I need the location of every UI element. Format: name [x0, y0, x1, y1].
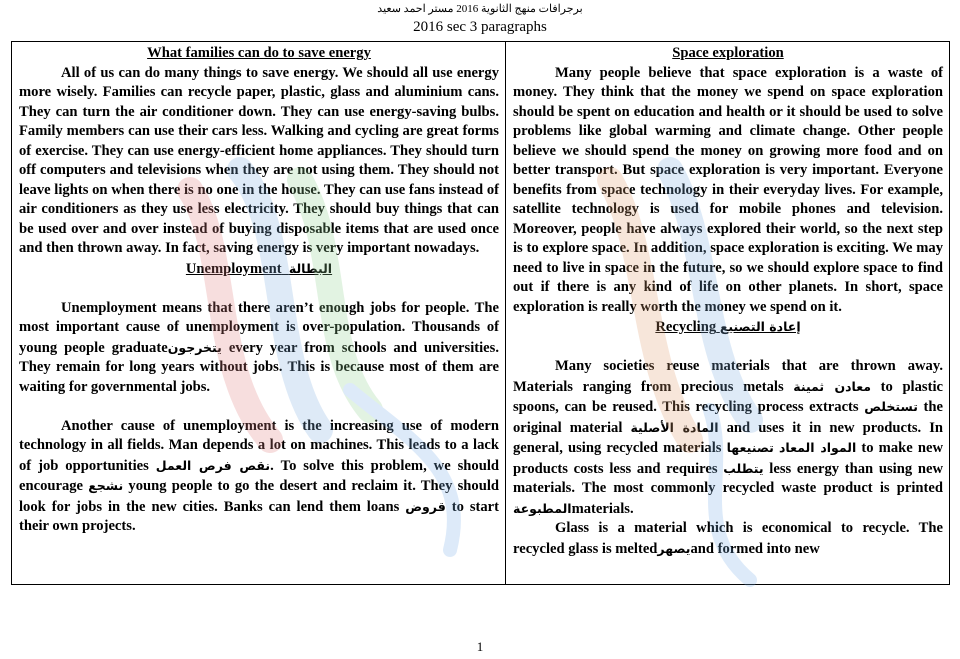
- unemployment-paragraph-2: Another cause of unemployment is the increasing use of modern technology in all fields. Man depends a lot on machines. This leads to a lack of job opportunities نقص فرص العمل. To solve this problem, we should encourage نشجع young people to go the desert and reclaim it. They should look for jobs in the new cities. Banks can lend them loans قروض to start their own projects.: [19, 417, 500, 534]
- header-subtitle: 2016 sec 3 paragraphs: [413, 19, 547, 35]
- recycling-title-en: Recycling: [655, 319, 717, 335]
- left-column: [12, 42, 506, 585]
- space-title: Space exploration: [672, 45, 784, 61]
- unemployment-title: [19, 259, 499, 280]
- recycling-title-ar: إعادة التصنيع: [719, 319, 801, 334]
- arabic-gloss: قروض: [405, 498, 446, 514]
- unemployment-title-ar: البطالة: [288, 260, 333, 276]
- unemployment-title-en: Unemployment: [185, 260, 282, 277]
- arabic-gloss: تستخلص: [864, 399, 918, 414]
- recycling-title: [513, 317, 943, 338]
- arabic-gloss: تصنيعها: [726, 440, 774, 455]
- arabic-gloss: المطبوعة: [513, 500, 572, 516]
- unemployment-paragraph-1: Unemployment means that there aren’t enough jobs for people. The most important cause of unemployment is over-population. Thousands of young people graduateيتخرجون every year from schools and universities. They remain for long years without jobs. This is because most of them are waiting for governmental jobs.: [19, 299, 499, 395]
- arabic-gloss: يتطلب: [723, 460, 764, 476]
- arabic-gloss: يصهر: [657, 540, 691, 556]
- paragraphs-table: [11, 41, 950, 585]
- families-title: What families can do to save energy: [147, 45, 371, 61]
- recycling-paragraph-2: Glass is a material which is economical to recycle. The recycled glass is meltedيصهرand formed into new: [513, 520, 943, 557]
- page-number: 1: [476, 639, 484, 654]
- arabic-gloss: نشجع: [88, 478, 124, 493]
- arabic-gloss: المواد المعاد: [778, 440, 857, 455]
- arabic-gloss: يتخرجون: [167, 339, 222, 355]
- recycling-paragraph-1: Many societies reuse materials that are thrown away. Materials ranging from precious metals معادن ثمينة to plastic spoons, can be reused. This recycling process extracts تستخلص the original material المادة الأصلية and uses it in new products. In general, using recycled materials المواد المعاد تصنيعها to make new products costs less and requires يتطلب less energy than using new materials. The most commonly recycled waste product is printed المطبوعةmaterials.: [513, 358, 944, 517]
- arabic-gloss: معادن ثمينة: [793, 378, 872, 394]
- families-paragraph: All of us can do many things to save energy. We should all use energy more wisely. Families can recycle paper, plastic, glass and aluminium cans. They can turn the air conditioner down. They can use energy-saving bulbs. Family members can use their cars less. Walking and cycling are great forms of exercise. They can use energy-efficient home appliances. They should turn off computers and televisions when they are not using them. They should not leave lights on when there is no one in the house. They can use fans instead of air conditioners as they use less electricity. They should buy things that can be used over and over instead of buying disposable items that are used once and then thrown away. In fact, saving energy is very important nowadays.: [19, 64, 499, 256]
- space-paragraph: Many people believe that space exploration is a waste of money. They think that the money we spend on space exploration should be spent on education and health or it should be used to solve problems like global warming and climate change. Other people believe we should spend the money on growing more food and on better transport. But space exploration is very important. Everyone benefits from space technology in their everyday lives. For example, satellite technology is used for mobile phones and television. Moreover, people have always explored their world, so the next step is to explore space. In addition, space exploration is exciting. We may need to live in space in the future, so we should explore space to find out if there is any kind of life on other planets. In short, space exploration is really worth the money we spend on it.: [513, 64, 943, 315]
- right-column: [506, 42, 950, 585]
- arabic-gloss: المادة الأصلية: [630, 419, 719, 435]
- header-arabic: برجرافات منهج الثانوية 2016 مستر احمد سعيد: [377, 3, 583, 15]
- arabic-gloss: نقص فرص العمل: [155, 457, 271, 473]
